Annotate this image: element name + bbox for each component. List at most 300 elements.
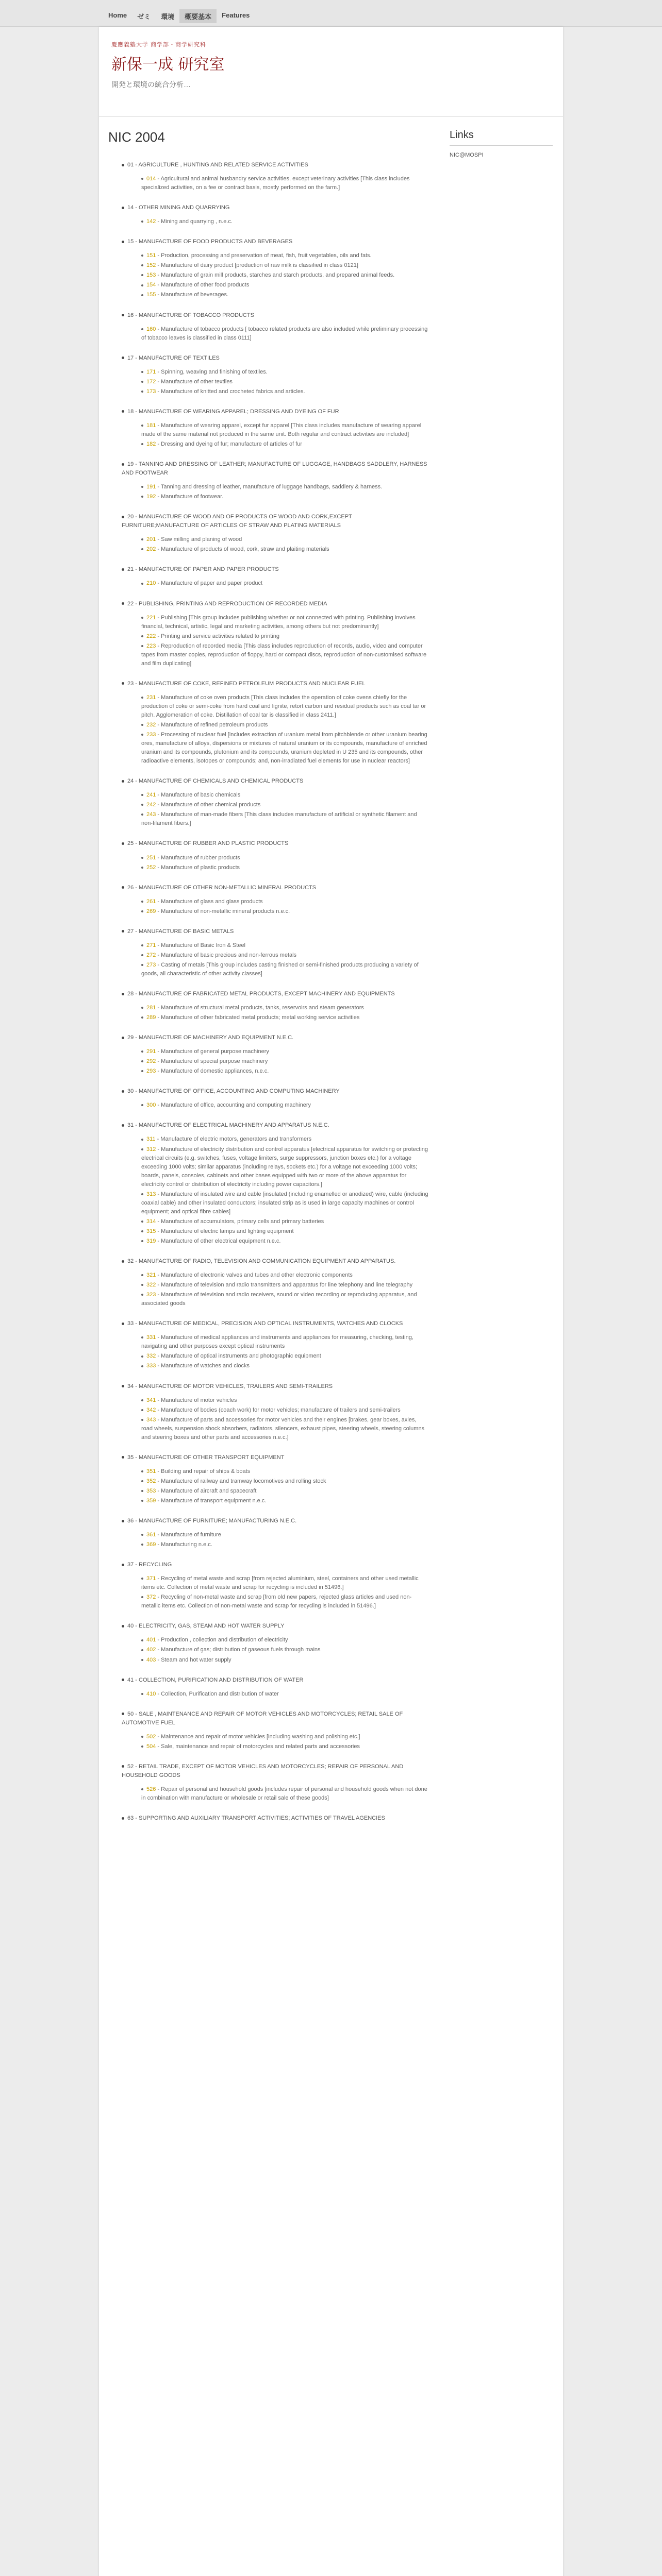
group-code-link[interactable]: 359 — [146, 1497, 156, 1504]
group-item — [141, 1004, 429, 1012]
group-code-link[interactable]: 289 — [146, 1014, 156, 1021]
group-code-link[interactable]: 271 — [146, 942, 156, 948]
group-text: - Tanning and dressing of leather, manufacture of luggage handbags, saddlery & harness. — [157, 484, 383, 490]
bullet-icon — [122, 780, 124, 783]
division-item — [122, 839, 429, 872]
bullet-icon — [141, 1693, 143, 1695]
division-item — [122, 1814, 429, 1823]
group-code-link[interactable]: 273 — [146, 961, 156, 968]
division-title-text: 14 - OTHER MINING AND QUARRYING — [127, 205, 230, 211]
bullet-icon — [141, 1336, 143, 1338]
group-text: - Dressing and dyeing of fur; manufacture of articles of fur — [157, 440, 303, 447]
group-code-link[interactable]: 153 — [146, 272, 156, 279]
bullet-icon — [141, 1050, 143, 1053]
group-item — [141, 1593, 429, 1611]
group-text: - Recycling of non-metal waste and scrap [from old new papers, rejected glass articles and used non-metallic items etc. Collection of non-metal waste and scrap for recycling is included in 51496.] — [141, 1594, 412, 1609]
group-text: - Manufacture of domestic appliances, n.e.c. — [157, 1068, 269, 1075]
bullet-icon — [122, 410, 124, 413]
division-title-text: 15 - MANUFACTURE OF FOOD PRODUCTS AND BEVERAGES — [127, 239, 293, 245]
group-code-link[interactable]: 332 — [146, 1353, 156, 1360]
nav-seminar[interactable]: ゼミ — [137, 13, 151, 21]
division-title-text: 28 - MANUFACTURE OF FABRICATED METAL PRODUCTS, EXCEPT MACHINERY AND EQUIPMENTS — [127, 991, 395, 997]
group-code-link[interactable]: 172 — [146, 378, 156, 385]
group-code-link[interactable]: 269 — [146, 908, 156, 914]
group-code-link[interactable]: 333 — [146, 1363, 156, 1369]
group-code-link[interactable]: 154 — [146, 282, 156, 289]
group-code-link[interactable]: 191 — [146, 484, 156, 490]
bullet-icon — [122, 568, 124, 571]
group-text: - Reproduction of recorded media [This class includes reproduction of records, audio, video and computer tapes from master copies, reproduction of floppy, hard or compact discs, reproduction of non-customised software and film duplicating] — [141, 642, 427, 667]
group-text: - Manufacture of electric lamps and lighting equipment — [157, 1228, 294, 1234]
bullet-icon — [141, 1409, 143, 1411]
group-code-link[interactable]: 401 — [146, 1637, 156, 1643]
group-code-link[interactable]: 293 — [146, 1068, 156, 1075]
bullet-icon — [141, 1230, 143, 1232]
group-code-link[interactable]: 313 — [146, 1191, 156, 1197]
division-item — [122, 1257, 429, 1308]
group-code-link[interactable]: 291 — [146, 1048, 156, 1055]
group-text: - Steam and hot water supply — [157, 1656, 231, 1663]
group-code-link[interactable]: 221 — [146, 614, 156, 621]
group-text: - Manufacture of television and radio transmitters and apparatus for line telephony and line telegraphy — [157, 1282, 413, 1289]
division-item — [122, 311, 429, 343]
group-text: - Manufacture of other fabricated metal products; metal working service activities — [157, 1014, 360, 1021]
group-code-link[interactable]: 403 — [146, 1656, 156, 1663]
division-title — [122, 1453, 429, 1462]
group-code-link[interactable]: 526 — [146, 1786, 156, 1792]
bullet-icon — [122, 1323, 124, 1325]
group-list — [141, 421, 429, 449]
group-code-link[interactable]: 014 — [146, 176, 156, 182]
division-item — [122, 513, 429, 554]
group-item — [141, 1742, 429, 1751]
division-title — [122, 204, 429, 212]
group-list — [141, 1531, 429, 1549]
group-list — [141, 175, 429, 192]
group-list — [141, 579, 429, 588]
division-title — [122, 1710, 429, 1727]
group-item — [141, 1540, 429, 1549]
division-title — [122, 1814, 429, 1823]
group-code-link[interactable]: 171 — [146, 368, 156, 375]
group-code-link[interactable]: 142 — [146, 218, 156, 225]
bullet-icon — [141, 284, 143, 286]
nav-home[interactable]: Home — [108, 11, 127, 19]
group-code-link[interactable]: 202 — [146, 546, 156, 553]
bullet-icon — [141, 1745, 143, 1748]
group-code-link[interactable]: 372 — [146, 1594, 156, 1601]
group-code-link[interactable]: 243 — [146, 811, 156, 818]
division-item — [122, 990, 429, 1022]
group-text: - Manufacture of motor vehicles — [157, 1397, 237, 1403]
bullet-icon — [141, 381, 143, 383]
group-code-link[interactable]: 232 — [146, 722, 156, 728]
group-code-link[interactable]: 251 — [146, 854, 156, 861]
division-title-text: 23 - MANUFACTURE OF COKE, REFINED PETROLEUM PRODUCTS AND NUCLEAR FUEL — [127, 680, 366, 687]
group-code-link[interactable]: 292 — [146, 1058, 156, 1065]
division-item — [122, 884, 429, 916]
group-item — [141, 1467, 429, 1476]
group-list — [141, 614, 429, 668]
group-item — [141, 801, 429, 809]
group-item — [141, 281, 429, 290]
sidebar-link-nic[interactable]: NIC@MOSPI — [450, 152, 484, 158]
group-text: - Manufacture of medical appliances and instruments and appliances for measuring, checking, testing, navigating and other purposes except optical instruments — [141, 1334, 413, 1350]
site-subtitle: 開発と環境の統合分析… — [111, 80, 191, 89]
division-title — [122, 565, 429, 574]
group-code-link[interactable]: 351 — [146, 1468, 156, 1475]
bullet-icon — [141, 1596, 143, 1598]
division-item — [122, 204, 429, 226]
group-list — [141, 535, 429, 554]
bullet-icon — [122, 993, 124, 995]
division-title — [122, 884, 429, 892]
nav-overview[interactable]: 概要基本 — [179, 9, 217, 23]
bullet-icon — [141, 867, 143, 869]
group-list — [141, 1004, 429, 1022]
bullet-icon — [122, 886, 124, 889]
group-item — [141, 791, 429, 800]
division-title-text: 50 - SALE , MAINTENANCE AND REPAIR OF MOTOR VEHICLES AND MOTORCYCLES; RETAIL SALE OF AUTOMOTIVE FUEL — [122, 1710, 403, 1726]
group-code-link[interactable]: 323 — [146, 1292, 156, 1298]
group-code-link[interactable]: 311 — [146, 1136, 156, 1143]
bullet-icon — [122, 682, 124, 685]
division-item — [122, 1676, 429, 1699]
group-text: - Sale, maintenance and repair of motorcycles and related parts and accessories — [157, 1743, 360, 1750]
group-code-link[interactable]: 322 — [146, 1282, 156, 1289]
bullet-icon — [141, 1148, 143, 1150]
bullet-icon — [141, 635, 143, 637]
group-text: - Manufacture of refined petroleum products — [157, 722, 268, 728]
group-code-link[interactable]: 315 — [146, 1228, 156, 1234]
bullet-icon — [141, 617, 143, 619]
division-title-text: 17 - MANUFACTURE OF TEXTILES — [127, 354, 220, 361]
bullet-icon — [141, 371, 143, 373]
bullet-icon — [141, 1490, 143, 1492]
division-title — [122, 680, 429, 688]
bullet-icon — [122, 207, 124, 209]
bullet-icon — [141, 255, 143, 257]
bullet-icon — [141, 1578, 143, 1580]
group-item — [141, 897, 429, 906]
group-text: - Manufacture of bodies (coach work) for motor vehicles; manufacture of trailers and semi-trailers — [157, 1406, 401, 1413]
bullet-icon — [141, 1284, 143, 1286]
group-code-link[interactable]: 152 — [146, 262, 156, 269]
group-text: - Manufacture of other food products — [157, 282, 250, 289]
group-code-link[interactable]: 155 — [146, 292, 156, 298]
division-title — [122, 1676, 429, 1685]
group-code-link[interactable]: 371 — [146, 1575, 156, 1582]
group-code-link[interactable]: 321 — [146, 1272, 156, 1279]
division-title — [122, 927, 429, 936]
group-text: - Processing of nuclear fuel [includes extraction of uranium metal from pitchblende or other uranium bearing ores, manufacture of alloys, dispersions or mixtures of natural uranium or its compounds, manufacture of enriched uranium and its compounds, plutonium and its compounds, uranium depleted in U 235 and its compounds, other radioactive elements, isotopes or compounds; and, non-irradiated fuel elements for use in nuclear reactors] — [141, 732, 427, 765]
group-item — [141, 1333, 429, 1351]
group-list — [141, 217, 429, 226]
group-code-link[interactable]: 343 — [146, 1416, 156, 1423]
group-code-link[interactable]: 342 — [146, 1406, 156, 1413]
division-title-text: 27 - MANUFACTURE OF BASIC METALS — [127, 928, 234, 935]
bullet-icon — [122, 1564, 124, 1566]
group-code-link[interactable]: 151 — [146, 252, 156, 259]
group-item — [141, 1733, 429, 1741]
group-code-link[interactable]: 300 — [146, 1102, 156, 1109]
group-code-link[interactable]: 352 — [146, 1478, 156, 1484]
division-title — [122, 1033, 429, 1042]
division-item — [122, 1622, 429, 1664]
bullet-icon — [141, 944, 143, 946]
division-item — [122, 1382, 429, 1442]
division-item — [122, 1033, 429, 1076]
group-item — [141, 421, 429, 439]
group-item — [141, 854, 429, 862]
group-code-link[interactable]: 341 — [146, 1397, 156, 1403]
division-title-text: 33 - MANUFACTURE OF MEDICAL, PRECISION AND OPTICAL INSTRUMENTS, WATCHES AND CLOCKS — [127, 1320, 403, 1327]
group-code-link[interactable]: 369 — [146, 1541, 156, 1548]
sidebar — [439, 117, 563, 1834]
group-code-link[interactable]: 231 — [146, 694, 156, 701]
group-item — [141, 721, 429, 730]
division-item — [122, 565, 429, 588]
group-code-link[interactable]: 353 — [146, 1487, 156, 1494]
group-code-link[interactable]: 361 — [146, 1532, 156, 1538]
group-list — [141, 1690, 429, 1699]
group-item — [141, 261, 429, 270]
group-code-link[interactable]: 502 — [146, 1733, 156, 1740]
group-text: - Mining and quarrying , n.e.c. — [157, 218, 233, 225]
division-title-text: 20 - MANUFACTURE OF WOOD AND OF PRODUCTS OF WOOD AND CORK,EXCEPT FURNITURE;MANUFACTURE OF ARTICLES OF STRAW AND PLATING MATERIALS — [122, 514, 352, 529]
division-item — [122, 1453, 429, 1505]
group-text: - Manufacture of insulated wire and cable [insulated (including enamelled or anodized) wire, cable (including coaxial cable) and other insulated conductors; insulated strip as is used in large capacity machines or control equipment; and optical fibre cables] — [141, 1191, 428, 1215]
bullet-icon — [141, 1294, 143, 1296]
division-item — [122, 680, 429, 766]
group-item — [141, 1487, 429, 1496]
division-title-text: 34 - MANUFACTURE OF MOTOR VEHICLES, TRAILERS AND SEMI-TRAILERS — [127, 1383, 333, 1389]
group-code-link[interactable]: 319 — [146, 1238, 156, 1244]
group-text: - Manufacture of dairy product [production of raw milk is classified in class 0121] — [157, 262, 358, 269]
group-code-link[interactable]: 160 — [146, 326, 156, 332]
group-item — [141, 863, 429, 872]
group-text: - Manufacture of accumulators, primary cells and primary batteries — [157, 1218, 324, 1225]
page-title: NIC 2004 — [108, 129, 165, 145]
division-title-text: 01 - AGRICULTURE , HUNTING AND RELATED SERVICE ACTIVITIES — [127, 162, 308, 168]
group-code-link[interactable]: 272 — [146, 952, 156, 958]
group-item — [141, 1416, 429, 1442]
group-text: - Saw milling and planing of wood — [157, 536, 242, 543]
bullet-icon — [122, 516, 124, 518]
division-item — [122, 1762, 429, 1803]
bullet-icon — [141, 264, 143, 266]
group-list — [141, 1467, 429, 1505]
division-title-text: 21 - MANUFACTURE OF PAPER AND PAPER PRODUCTS — [127, 566, 279, 573]
group-code-link[interactable]: 233 — [146, 732, 156, 738]
group-list — [141, 1785, 429, 1803]
group-text: - Manufacture of wearing apparel, except fur apparel [This class includes manufacture of wearing apparel made of the same material not produced in the same unit. Both regular and contract activities are included] — [141, 422, 422, 437]
bullet-icon — [141, 1470, 143, 1472]
top-bar — [0, 0, 662, 27]
group-code-link[interactable]: 242 — [146, 802, 156, 808]
division-item — [122, 1121, 429, 1246]
group-item — [141, 1406, 429, 1415]
group-text: - Manufacture of beverages. — [157, 292, 228, 298]
group-item — [141, 1352, 429, 1361]
group-item — [141, 1057, 429, 1066]
group-text: - Manufacture of gas; distribution of gaseous fuels through mains — [157, 1647, 321, 1653]
division-item — [122, 1087, 429, 1110]
bullet-icon — [141, 1221, 143, 1223]
group-item — [141, 483, 429, 492]
lab-name[interactable]: 新保一成 研究室 — [111, 56, 225, 74]
group-item — [141, 1067, 429, 1076]
group-text: - Manufacture of tobacco products [ tobacco related products are also included while preliminary processing of tobacco leaves is classified in class 0111] — [141, 326, 428, 341]
group-text: - Manufacture of other electrical equipment n.e.c. — [157, 1238, 281, 1244]
division-title — [122, 161, 429, 170]
group-list — [141, 1733, 429, 1751]
group-text: - Manufacture of aircraft and spacecraft — [157, 1487, 257, 1494]
group-item — [141, 1281, 429, 1290]
division-title-text: 52 - RETAIL TRADE, EXCEPT OF MOTOR VEHICLES AND MOTORCYCLES; REPAIR OF PERSONAL AND HOUSEHOLD GOODS — [122, 1763, 404, 1778]
division-list — [108, 161, 429, 1823]
group-item — [141, 1636, 429, 1645]
division-title — [122, 777, 429, 786]
group-text: - Manufacture of office, accounting and computing machinery — [157, 1102, 311, 1109]
division-item — [122, 238, 429, 299]
group-code-link[interactable]: 173 — [146, 388, 156, 395]
group-item — [141, 440, 429, 449]
group-text: - Manufacture of coke oven products [This class includes the operation of coke ovens chiefly for the production of coke or semi-coke from hard coal and lignite, retort carbon and residual products such as coal tar or pitch. Agglomeration of coke. Distillation of coal tar is classified in class 2411.] — [141, 694, 426, 718]
group-code-link[interactable]: 281 — [146, 1005, 156, 1011]
group-text: - Manufacture of special purpose machinery — [157, 1058, 268, 1065]
group-text: - Manufacture of plastic products — [157, 864, 240, 871]
division-title — [122, 1517, 429, 1526]
division-title-text: 36 - MANUFACTURE OF FURNITURE; MANUFACTURING N.E.C. — [127, 1518, 297, 1524]
division-title-text: 40 - ELECTRICITY, GAS, STEAM AND HOT WATER SUPPLY — [127, 1623, 285, 1630]
group-list — [141, 1135, 429, 1246]
bullet-icon — [122, 164, 124, 166]
bullet-icon — [141, 1639, 143, 1641]
group-text: - Spinning, weaving and finishing of textiles. — [157, 368, 268, 375]
group-item — [141, 810, 429, 828]
group-item — [141, 1396, 429, 1405]
division-title-text: 18 - MANUFACTURE OF WEARING APPAREL; DRESSING AND DYEING OF FUR — [127, 408, 339, 415]
group-item — [141, 951, 429, 960]
bullet-icon — [141, 1659, 143, 1661]
division-title — [122, 1121, 429, 1130]
group-code-link[interactable]: 223 — [146, 642, 156, 649]
group-text: - Building and repair of ships & boats — [157, 1468, 251, 1475]
group-text: - Publishing [This group includes publishing whether or not connected with printing. Publishing involves financial, technical, artistic, legal and marketing activities, among others but not predominantly] — [141, 614, 416, 630]
division-title — [122, 1561, 429, 1569]
group-list — [141, 791, 429, 828]
group-code-link[interactable]: 210 — [146, 580, 156, 587]
bullet-icon — [122, 1090, 124, 1093]
division-title-text: 26 - MANUFACTURE OF OTHER NON-METALLIC MINERAL PRODUCTS — [127, 884, 317, 891]
bullet-icon — [141, 1104, 143, 1106]
group-code-link[interactable]: 241 — [146, 792, 156, 799]
division-title — [122, 839, 429, 848]
group-code-link[interactable]: 261 — [146, 898, 156, 905]
group-code-link[interactable]: 192 — [146, 494, 156, 500]
group-code-link[interactable]: 331 — [146, 1334, 156, 1341]
bullet-icon — [141, 443, 143, 445]
division-item — [122, 1561, 429, 1611]
bullet-icon — [141, 221, 143, 223]
university-name: 慶應義塾大学 商学部・商学研究科 — [111, 42, 207, 48]
division-item — [122, 777, 429, 828]
nav-features[interactable]: Features — [222, 11, 250, 19]
group-code-link[interactable]: 410 — [146, 1690, 156, 1697]
group-text: - Manufacture of basic chemicals — [157, 792, 241, 799]
bullet-icon — [141, 1016, 143, 1019]
group-code-link[interactable]: 181 — [146, 422, 156, 429]
group-code-link[interactable]: 222 — [146, 633, 156, 639]
bullet-icon — [141, 1500, 143, 1502]
group-list — [141, 1333, 429, 1370]
division-title — [122, 460, 429, 478]
group-code-link[interactable]: 182 — [146, 440, 156, 447]
division-title — [122, 513, 429, 530]
top-nav — [103, 0, 662, 23]
division-title — [122, 990, 429, 998]
group-item — [141, 642, 429, 668]
group-text: - Manufacture of Basic Iron & Steel — [157, 942, 246, 948]
group-code-link[interactable]: 402 — [146, 1647, 156, 1653]
bullet-icon — [141, 645, 143, 647]
group-list — [141, 483, 429, 501]
group-code-link[interactable]: 201 — [146, 536, 156, 543]
bullet-icon — [141, 538, 143, 540]
bullet-icon — [141, 1480, 143, 1482]
sidebar-title: Links — [450, 129, 474, 141]
group-item — [141, 1531, 429, 1539]
group-item — [141, 387, 429, 396]
group-text: - Manufacture of optical instruments and photographic equipment — [157, 1353, 321, 1360]
group-item — [141, 1656, 429, 1665]
group-item — [141, 535, 429, 544]
bullet-icon — [122, 1124, 124, 1127]
group-text: - Agricultural and animal husbandry service activities, except veterinary activities [This class includes specialized activities, on a fee or contract basis, mostly performed on the farm.] — [141, 176, 410, 191]
division-title — [122, 354, 429, 363]
division-title-text: 63 - SUPPORTING AND AUXILIARY TRANSPORT ACTIVITIES; ACTIVITIES OF TRAVEL AGENCIES — [127, 1815, 385, 1822]
group-text: - Manufacture of rubber products — [157, 854, 240, 861]
group-text: - Manufacture of electronic valves and tubes and other electronic components — [157, 1272, 353, 1279]
division-item — [122, 600, 429, 668]
bullet-icon — [141, 1788, 143, 1790]
group-code-link[interactable]: 312 — [146, 1146, 156, 1153]
bullet-icon — [141, 1007, 143, 1009]
division-title — [122, 600, 429, 608]
bullet-icon — [122, 463, 124, 466]
group-text: - Manufacture of paper and paper product — [157, 580, 263, 587]
division-title — [122, 1087, 429, 1096]
bullet-icon — [141, 548, 143, 550]
group-code-link[interactable]: 252 — [146, 864, 156, 871]
group-item — [141, 1047, 429, 1056]
group-item — [141, 1145, 429, 1189]
nav-environment[interactable]: 環境 — [161, 13, 175, 21]
bullet-icon — [122, 357, 124, 359]
group-code-link[interactable]: 314 — [146, 1218, 156, 1225]
division-item — [122, 354, 429, 396]
group-list — [141, 854, 429, 872]
group-item — [141, 1477, 429, 1486]
bullet-icon — [141, 901, 143, 903]
bullet-icon — [122, 1625, 124, 1628]
division-title — [122, 1319, 429, 1328]
bullet-icon — [122, 602, 124, 605]
division-title-text: 22 - PUBLISHING, PRINTING AND REPRODUCTION OF RECORDED MEDIA — [127, 600, 327, 607]
group-code-link[interactable]: 504 — [146, 1743, 156, 1750]
group-text: - Manufacture of parts and accessories for motor vehicles and their engines [brakes, gear boxes, axles, road wheels, suspension shock absorbers, radiators, silencers, exhaust pipes, steering wheels, steering columns and steering boxes and other parts and accessories n.e.c.] — [141, 1416, 425, 1440]
